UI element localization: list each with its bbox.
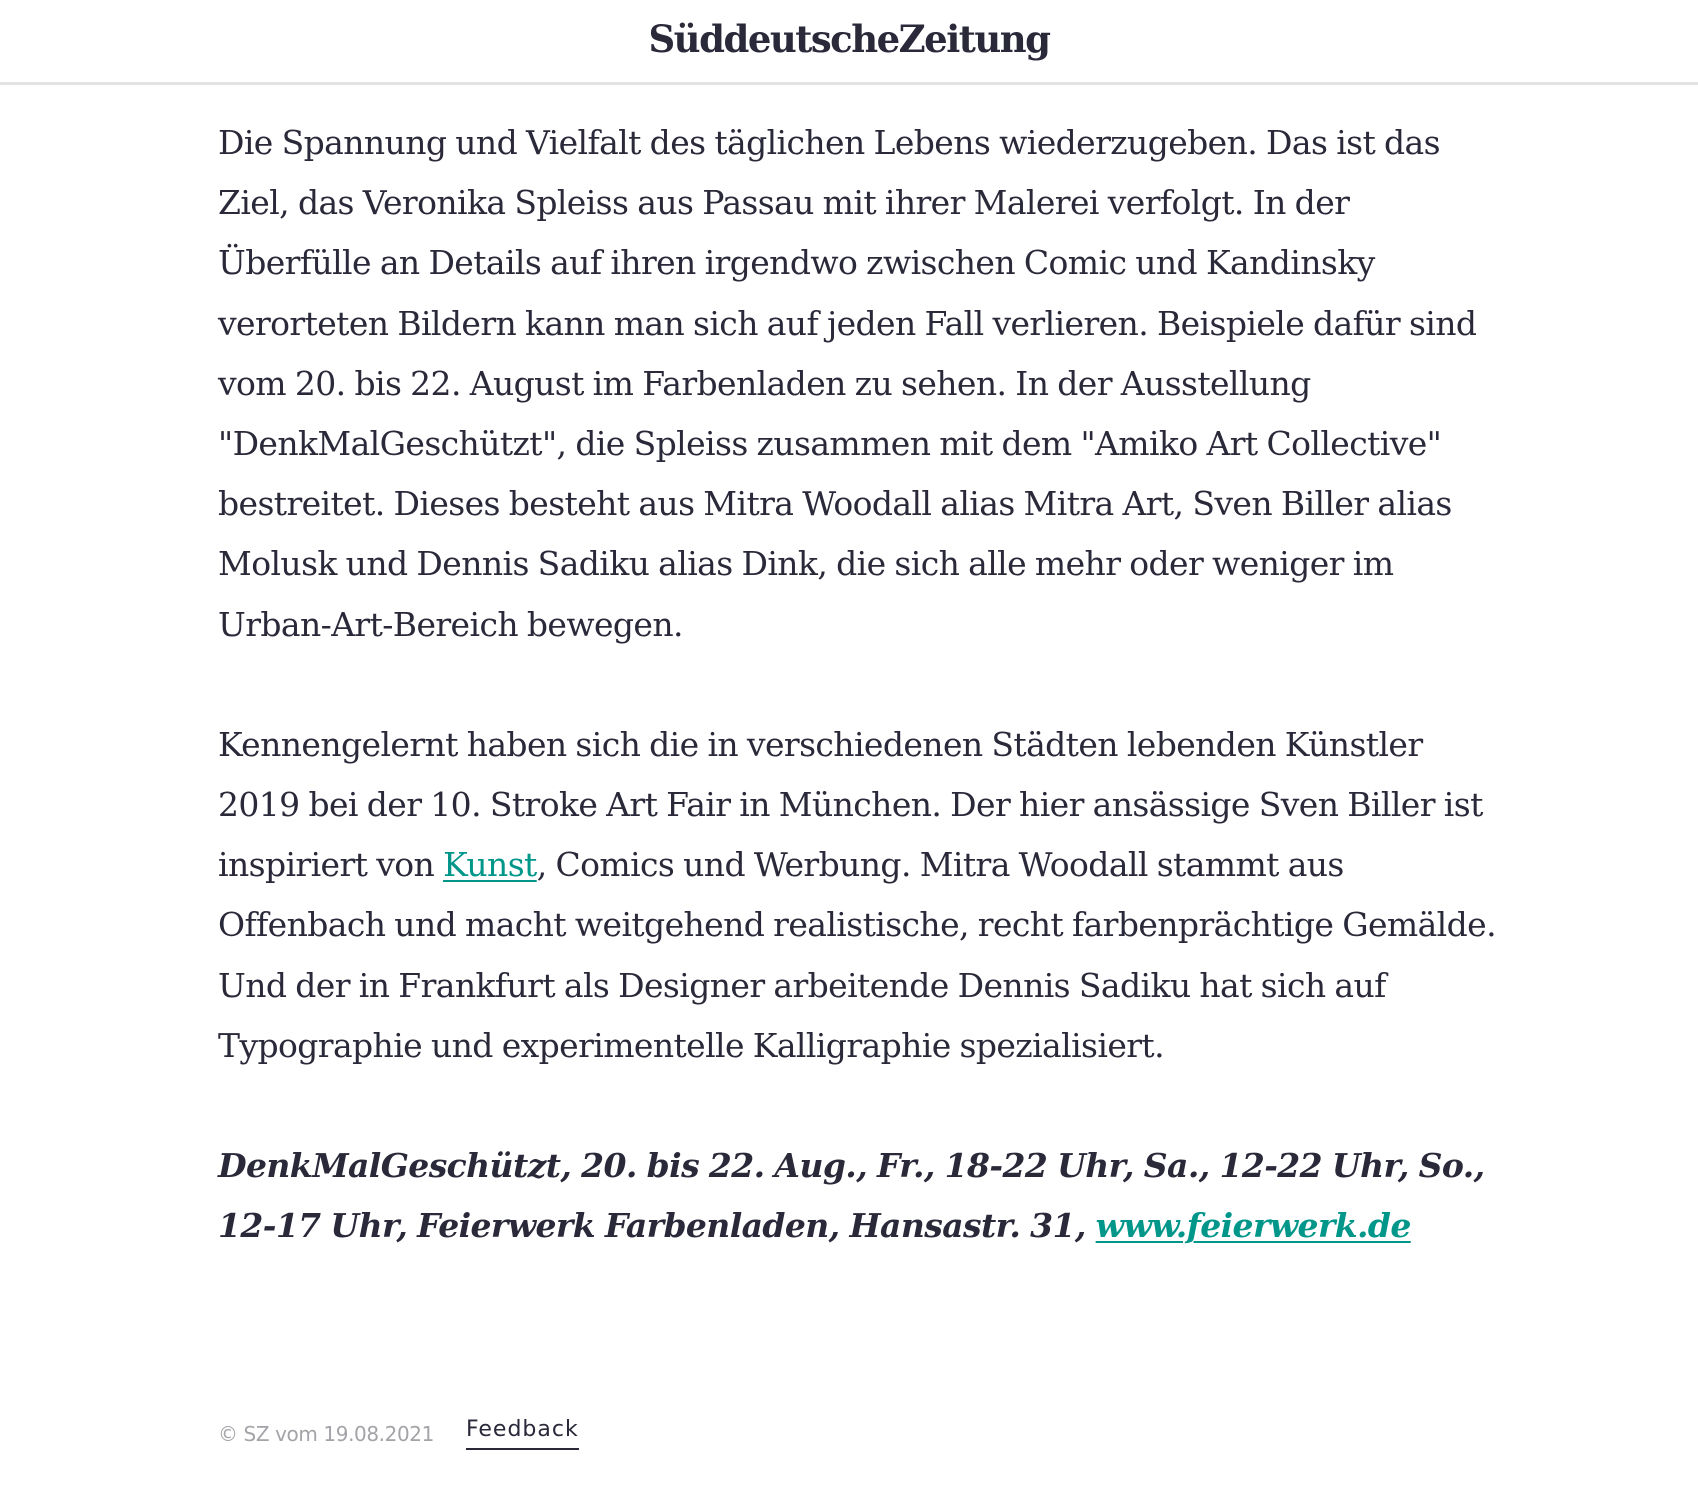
article-paragraph-1: Die Spannung und Vielfalt des täglichen Lebens wiederzugeben. Das ist das Ziel, das Veronika Spleiss aus Passau mit ihrer Malerei verfolgt. In der Überfülle an Details auf ihren irgendwo zwischen Comic und Kandinsky verorteten Bildern kann man sich auf jeden Fall verlieren. Beispiele dafür sind vom 20. bis 22. August im Farbenladen zu sehen. In der Ausstellung "DenkMalGeschützt", die Spleiss zusammen mit dem "Amiko Art Collective" bestreitet. Dieses besteht aus Mitra Woodall alias Mitra Art, Sven Biller alias Molusk und Dennis Sadiku alias Dink, die sich alle mehr oder weniger im Urban-Art-Bereich bewegen. — [218, 123, 1477, 644]
paragraph-2-text-before: Kennengelernt haben sich die in verschiedenen Städten lebenden Künstler 2019 bei der 10. Stroke Art Fair in München. Der hier ansässige Sven Biller ist inspiriert von — [218, 724, 1483, 885]
event-info — [218, 1136, 1508, 1256]
event-info-text: DenkMalGeschützt, 20. bis 22. Aug., Fr., 18-22 Uhr, Sa., 12-22 Uhr, So., 12-17 Uhr, Feierwerk Farbenladen, Hansastr. 31, — [218, 1146, 1485, 1246]
sz-logo[interactable]: SüddeutscheZeitung — [648, 17, 1050, 61]
article-body — [218, 113, 1508, 1256]
article-footer — [218, 1417, 579, 1450]
kunst-link[interactable]: Kunst — [443, 845, 537, 885]
feedback-button[interactable]: Feedback — [466, 1417, 579, 1450]
masthead — [0, 0, 1698, 85]
paragraph-2-text-after: , Comics und Werbung. Mitra Woodall stammt aus Offenbach und macht weitgehend realistische, recht farbenprächtige Gemälde. Und der in Frankfurt als Designer arbeitende Dennis Sadiku hat sich auf Typographie und experimentelle Kalligraphie spezialisiert. — [218, 845, 1496, 1065]
article-paragraph-2 — [218, 715, 1508, 1076]
feierwerk-link[interactable]: www.feierwerk.de — [1095, 1206, 1411, 1246]
copyright-date: © SZ vom 19.08.2021 — [218, 1421, 434, 1446]
